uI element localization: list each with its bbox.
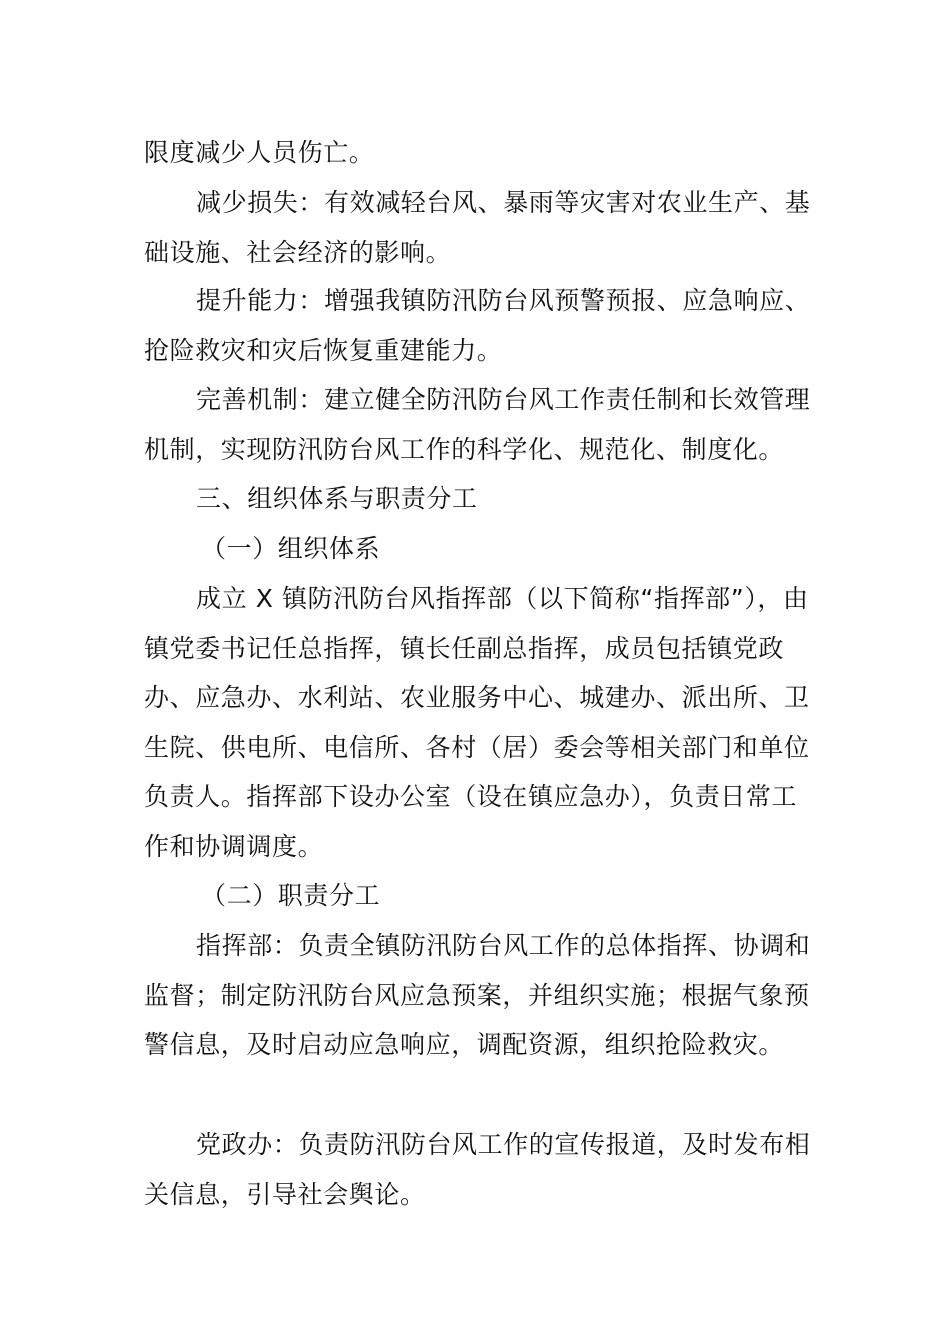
subheading-organization-system: （一）组织体系 bbox=[201, 534, 381, 563]
paragraph-reduce-losses: 减少损失：有效减轻台风、暴雨等灾害对农业生产、基础设施、社会经济的影响。 bbox=[144, 188, 811, 267]
paragraph-party-office-duties: 党政办：负责防汛防台风工作的宣传报道，及时发布相关信息，引导社会舆论。 bbox=[144, 1130, 811, 1209]
paragraph-improve-mechanism: 完善机制：建立健全防汛防台风工作责任制和长效管理机制，实现防汛防台风工作的科学化、规范化、制度化。 bbox=[144, 385, 811, 464]
paragraph-continuation: 限度减少人员伤亡。 bbox=[144, 138, 375, 167]
section-heading-organization: 三、组织体系与职责分工 bbox=[196, 484, 478, 513]
paragraph-hq-duties: 指挥部：负责全镇防汛防台风工作的总体指挥、协调和监督；制定防汛防台风应急预案，并组织实施；根据气象预警信息，及时启动应急响应，调配资源，组织抢险救灾。 bbox=[144, 931, 811, 1060]
subheading-responsibilities: （二）职责分工 bbox=[201, 881, 381, 910]
paragraph-improve-capacity: 提升能力：增强我镇防汛防台风预警预报、应急响应、抢险救灾和灾后恢复重建能力。 bbox=[144, 286, 811, 365]
paragraph-headquarters: 成立 X 镇防汛防台风指挥部（以下简称“指挥部”），由镇党委书记任总指挥，镇长任副总指挥，成员包括镇党政办、应急办、水利站、农业服务中心、城建办、派出所、卫生院、供电所、电信所、各村（居）委会等相关部门和单位负责人。指挥部下设办公室（设在镇应急办），负责日常工作和协调调度。 bbox=[144, 584, 810, 861]
